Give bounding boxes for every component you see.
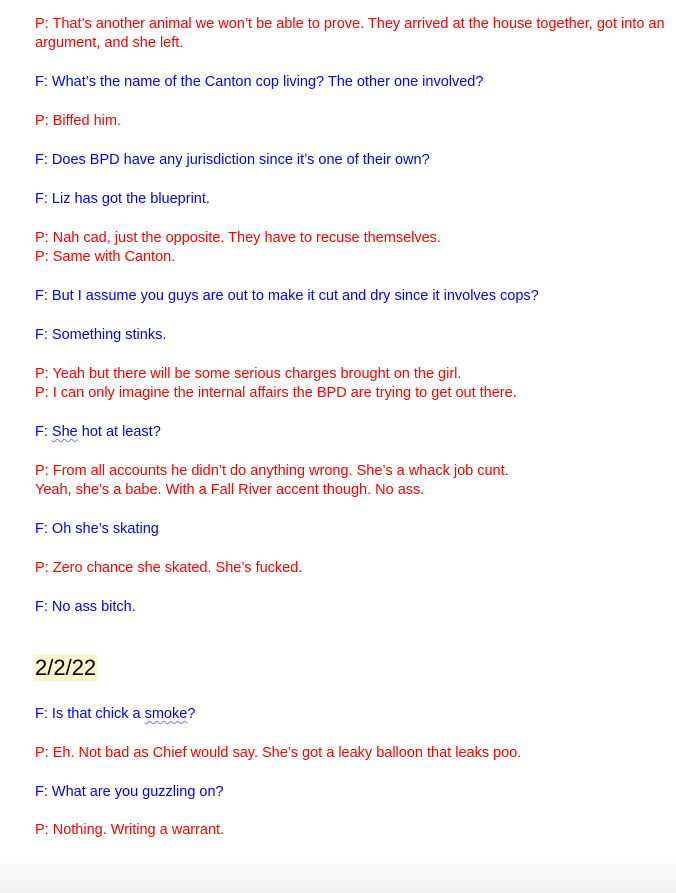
message-line: P: Nothing. Writing a warrant.: [35, 822, 225, 838]
spellcheck-flagged-word[interactable]: smoke: [144, 706, 188, 722]
message-line: F: What’s the name of the Canton cop living? The other one involved?: [35, 74, 484, 90]
message-line: F: No ass bitch.: [35, 599, 136, 615]
date-heading: 2/2/22: [35, 655, 97, 680]
message-line: F: Liz has got the blueprint.: [35, 191, 210, 207]
message-line: F: What are you guzzling on?: [35, 784, 224, 800]
message-line: F: But I assume you guys are out to make it cut and dry since it involves cops?: [35, 288, 539, 304]
message-line: F: Does BPD have any jurisdiction since it’s one of their own?: [35, 152, 430, 168]
line-text: ?: [187, 706, 196, 722]
message-line: F: Something stinks.: [35, 327, 167, 343]
message-line: P: Same with Canton.: [35, 249, 176, 265]
line-text: F: Is that chick a: [35, 706, 145, 722]
message-line: P: Nah cad, just the opposite. They have to recuse themselves.: [35, 230, 441, 246]
message-line: F: Oh she’s skating: [35, 521, 159, 537]
message-line: [35, 423, 665, 442]
page-bottom-edge: [0, 855, 676, 893]
message-line: [35, 705, 665, 724]
message-line: P: From all accounts he didn’t do anything wrong. She’s a whack job cunt.: [35, 463, 509, 479]
message-line: P: I can only imagine the internal affairs the BPD are trying to get out there.: [35, 385, 517, 401]
message-line: P: Yeah but there will be some serious charges brought on the girl.: [35, 366, 462, 382]
message-line: P: Eh. Not bad as Chief would say. She’s got a leaky balloon that leaks poo.: [35, 745, 522, 761]
message-line: P: That’s another animal we won’t be able to prove. They arrived at the house together, got into an argument, and she left.: [35, 16, 665, 51]
message-line: Yeah, she’s a babe. With a Fall River accent though. No ass.: [35, 482, 425, 498]
message-line: P: Biffed him.: [35, 113, 121, 129]
line-text: F:: [35, 424, 52, 440]
spellcheck-flagged-word[interactable]: She: [51, 424, 78, 440]
message-line: P: Zero chance she skated. She’s fucked.: [35, 560, 303, 576]
line-text: hot at least?: [77, 424, 161, 440]
